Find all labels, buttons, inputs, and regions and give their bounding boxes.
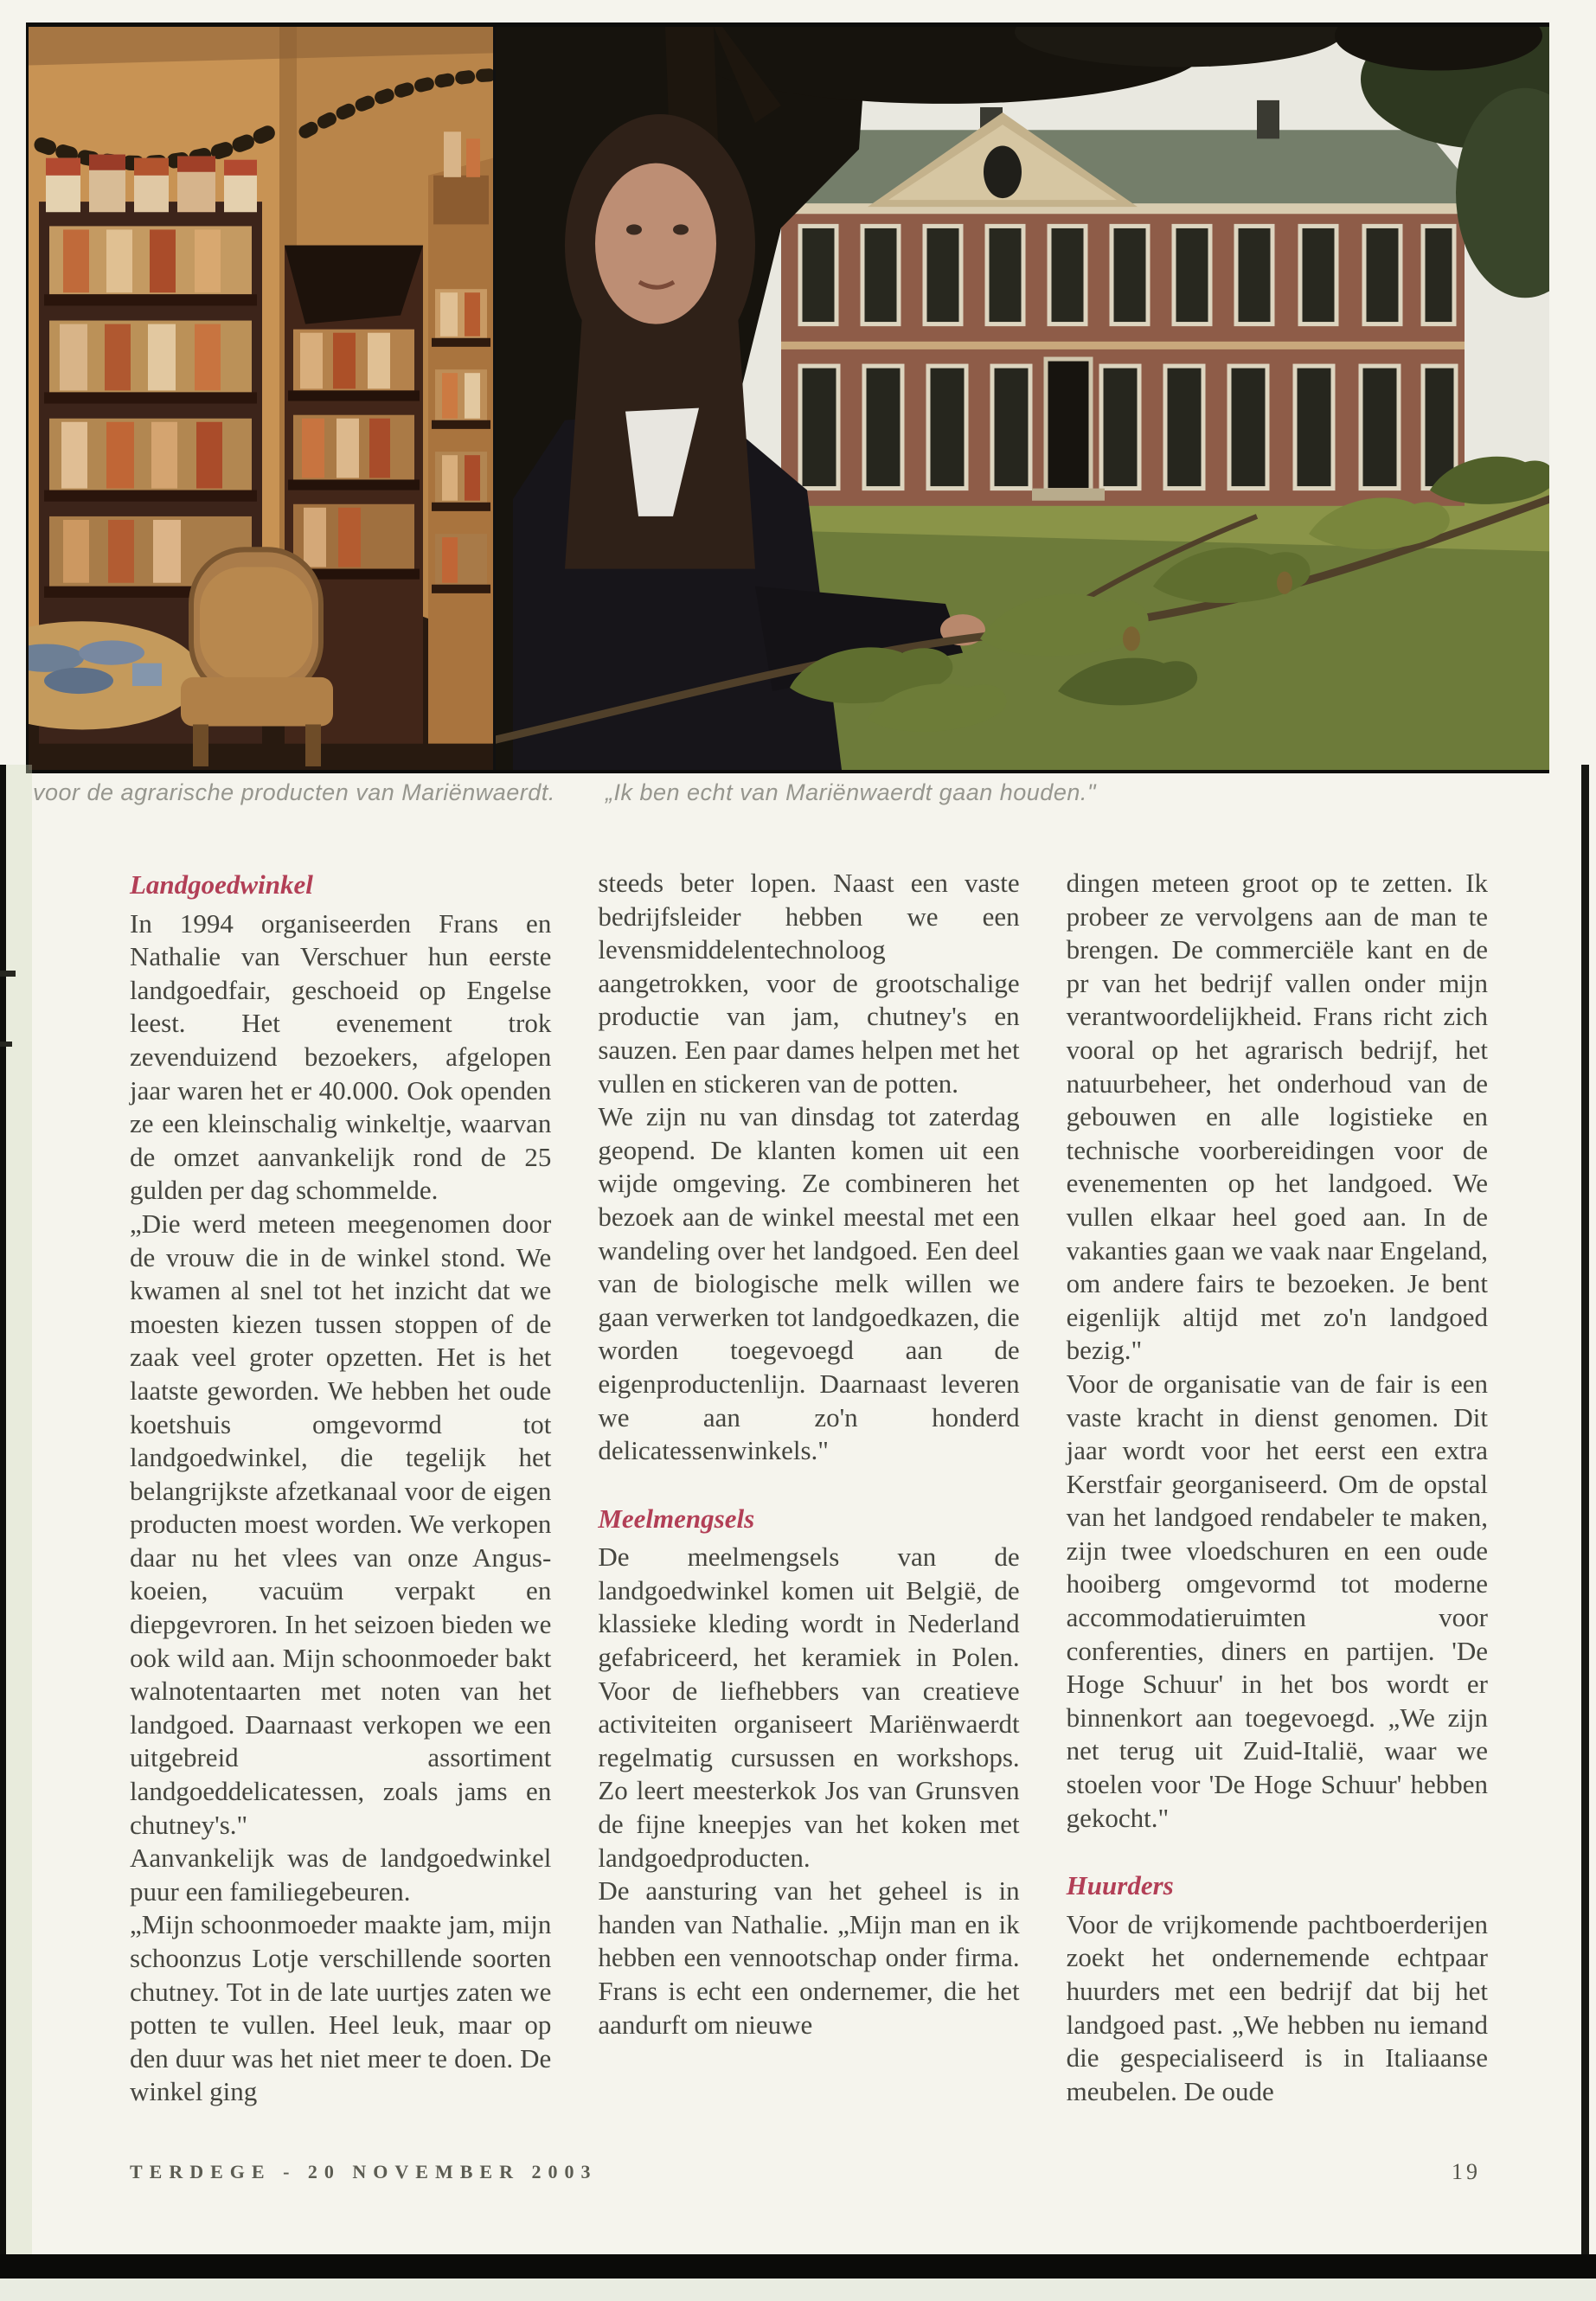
body-paragraph: steeds beter lopen. Naast een vaste bedrijfsleider hebben we een levensmiddelentechnoloog aangetrokken, voor de grootschalige productie van jam, chutney's en sauzen. Een paar dames helpen met het vullen en stickeren van de potten. (598, 868, 1020, 1099)
body-paragraph: De meelmengsels van de landgoedwinkel komen uit België, de klassieke kleding wordt in Nederland gefabriceerd, het keramiek in Polen. Voor de liefhebbers van creatieve activiteiten organiseert Mariënwaerdt regelmatig cursussen en workshops. Zo leert meesterkok Jos van Grunsven de fijne kneepjes van het koken met landgoedproducten. (598, 1541, 1020, 1873)
left-paper-tint (6, 765, 32, 2256)
margin-tick (0, 1042, 12, 1047)
section-heading: Meelmengsels (598, 1503, 755, 1534)
page-number: 19 (1452, 2159, 1481, 2184)
article-column-2 (598, 867, 1019, 2109)
body-paragraph: We zijn nu van dinsdag tot zaterdag geopend. De klanten komen uit een wijde omgeving. Ze combineren het bezoek aan de winkel meestal met een wandeling over het landgoed. Een deel van de biologische melk willen we gaan verwerken tot landgoedkazen, die worden toegevoegd aan de eigenproductenlijn. Daarnaast leveren we aan zo'n honderd delicatessenwinkels." (598, 1101, 1020, 1466)
right-edge-rule (1581, 765, 1589, 2277)
caption-row (0, 772, 1596, 859)
left-photo-caption: voor de agrarische producten van Mariënwaerdt. (33, 779, 555, 805)
body-paragraph: dingen meteen groot op te zetten. Ik probeer ze vervolgens aan de man te brengen. De commerciële kant en de pr van het bedrijf vallen onder mijn verantwoordelijkheid. Frans richt zich vooral op het agrarisch bedrijf, het natuurbeheer, het onderhoud van de gebouwen en alle logistieke en technische voorbereidingen voor de evenementen op het landgoed. We vullen elkaar heel goed aan. In de vakanties gaan we vaak naar Engeland, om andere fairs te bezoeken. Je bent eigenlijk altijd met zo'n landgoed bezig." (1066, 868, 1488, 1366)
body-paragraph: De aansturing van het geheel is in handen van Nathalie. „Mijn man en ik hebben een vennootschap onder firma. Frans is echt een ondernemer, die het aandurft om nieuwe (598, 1875, 1020, 2040)
body-paragraph: Aanvankelijk was de landgoedwinkel puur een familiegebeuren. (130, 1843, 552, 1907)
body-paragraph: „Die werd meteen meegenomen door de vrouw die in de winkel stond. We kwamen al snel tot het inzicht dat we moesten kiezen tussen stoppen of de zaak veel groter opzetten. Het is het laatste geworden. We hebben het oude koetshuis omgevormd tot landgoedwinkel, die tegelijk het belangrijkste afzetkanaal voor de eigen producten moest worden. We verkopen daar nu het vlees van onze Angus-koeien, vacuüm verpakt en diepgevroren. In het seizoen bieden we ook wild aan. Mijn schoonmoeder bakt walnotentaarten met noten van het landgoed. Daarnaast verkopen we een uitgebreid assortiment landgoeddelicatessen, zoals jams en chutney's." (130, 1208, 552, 1840)
body-paragraph: In 1994 organiseerden Frans en Nathalie van Verschuer hun eerste landgoedfair, geschoeid op Engelse leest. Het evenement trok zevenduizend bezoekers, afgelopen jaar waren het er 40.000. Ook openden ze een kleinschalig winkeltje, waarvan de omzet aanvankelijk rond de 25 gulden per dag schommelde. (130, 907, 552, 1206)
body-paragraph: Voor de vrijkomende pachtboerderijen zoekt het ondernemende echtpaar huurders met een bedrijf dat bij het landgoed past. „We hebben nu iemand die gespecialiseerd is in Italiaanse meubelen. De oude (1066, 1908, 1488, 2106)
photo-strip (26, 22, 1549, 773)
margin-tick (0, 971, 16, 977)
article-column-1 (130, 867, 551, 2109)
below-bar-paper (0, 2279, 1596, 2301)
right-photo-caption: „Ik ben echt van Mariënwaerdt gaan houden." (606, 779, 1096, 805)
article-column-3 (1067, 867, 1488, 2109)
estate-portrait-photo (496, 27, 1549, 770)
shop-interior-photo (29, 27, 493, 770)
left-edge-rule (0, 765, 6, 2256)
body-paragraph: „Mijn schoonmoeder maakte jam, mijn schoonzus Lotje verschillende soorten chutney. Tot in de late uurtjes zaten we potten te vullen. Heel leuk, maar op den duur was het niet meer te doen. De winkel ging (130, 1909, 552, 2107)
body-paragraph: Voor de organisatie van de fair is een vaste kracht in dienst genomen. Dit jaar wordt voor het eerst een extra Kerstfair georganiseerd. Om de opstal van het landgoed rendabeler te maken, zijn twee vloedschuren en een oude hooiberg omgevormd tot moderne accommodatieruimten voor conferenties, diners en partijen. 'De Hoge Schuur' in het bos wordt er binnenkort aan toegevoegd. „We zijn net terug uit Zuid-Italië, waar we stoelen voor 'De Hoge Schuur' hebben gekocht." (1066, 1368, 1488, 1833)
article-body (130, 867, 1488, 2109)
magazine-footer: TERDEGE - 20 NOVEMBER 2003 (130, 2161, 598, 2182)
section-heading: Huurders (1066, 1870, 1174, 1901)
section-heading: Landgoedwinkel (130, 869, 313, 900)
bottom-black-bar (0, 2254, 1596, 2279)
